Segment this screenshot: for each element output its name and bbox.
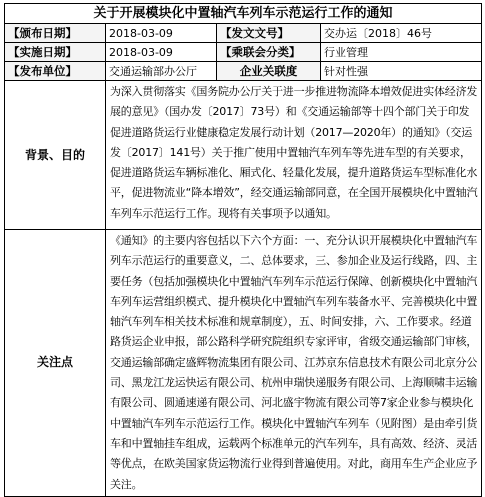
notice-table: [4, 3, 482, 497]
relevance-label: 企业关联度: [217, 62, 321, 81]
notice-sheet: [4, 3, 481, 497]
doc-no-value: 交办运〔2018〕46号: [321, 24, 482, 43]
effective-date-label: 【实施日期】: [5, 43, 106, 62]
notice-title: 关于开展模块化中置轴汽车列车示范运行工作的通知: [5, 4, 482, 24]
doc-no-label: 【发文文号】: [217, 24, 321, 43]
key-points-label: 关注点: [5, 230, 106, 497]
issue-date-value: 2018-03-09: [106, 24, 217, 43]
issuer-value: 交通运输部办公厅: [106, 62, 217, 81]
meta-row-issuer: [5, 62, 482, 81]
effective-date-value: 2018-03-09: [106, 43, 217, 62]
category-value: 行业管理: [321, 43, 482, 62]
meta-row-effective: [5, 43, 482, 62]
issuer-label: 【发布单位】: [5, 62, 106, 81]
key-points-row: [5, 230, 482, 497]
issue-date-label: 【颁布日期】: [5, 24, 106, 43]
background-text: 为深入贯彻落实《国务院办公厅关于进一步推进物流降本增效促进实体经济发展的意见》（国办发〔2017〕73号）和《交通运输部等十四个部门关于印发促进道路货运行业健康稳定发展行动计划（2017—2020年）的通知》（交运发〔2017〕141号）关于推广使用中置轴汽车列车等先进车型的有关要求，促进道路货运车辆标准化、厢式化、轻量化发展，提升道路货运车型标准化水平，促进物流业“降本增效”，经交通运输部同意，在全国开展模块化中置轴汽车列车示范运行工作。现将有关事项予以通知。: [106, 81, 482, 230]
category-label: 【乘联会分类】: [217, 43, 321, 62]
background-label: 背景、目的: [5, 81, 106, 230]
meta-row-issue: [5, 24, 482, 43]
key-points-text: 《通知》的主要内容包括以下六个方面：一、充分认识开展模块化中置轴汽车列车示范运行的重要意义，二、总体要求，三、参加企业及运行线路，四、主要任务（包括加强模块化中置轴汽车列车示范运行保障、创新模块化中置轴汽车列车运营组织模式、提升模块化中置轴汽车列车装备水平、完善模块化中置轴汽车列车相关技术标准和规章制度），五、时间安排，六、工作要求。经道路货运企业申报，部公路科学研究院组织专家评审，省级交通运输部门审核，交通运输部确定盛辉物流集团有限公司、江苏京东信息技术有限公司北京分公司、黑龙江龙运快运有限公司、杭州申瑞快递服务有限公司、上海顺啸丰运输有限公司、圆通速递有限公司、河北盛宇物流有限公司等7家企业参与模块化中置轴汽车列车示范运行工作。模块化中置轴汽车列车（见附图）是由牵引货车和中置轴挂车组成，运载两个标准单元的汽车列车，具有高效、经济、灵活等优点，在欧美国家货运物流行业得到普遍使用。对此，商用车生产企业应予关注。: [106, 230, 482, 497]
relevance-value: 针对性强: [321, 62, 482, 81]
background-row: [5, 81, 482, 230]
